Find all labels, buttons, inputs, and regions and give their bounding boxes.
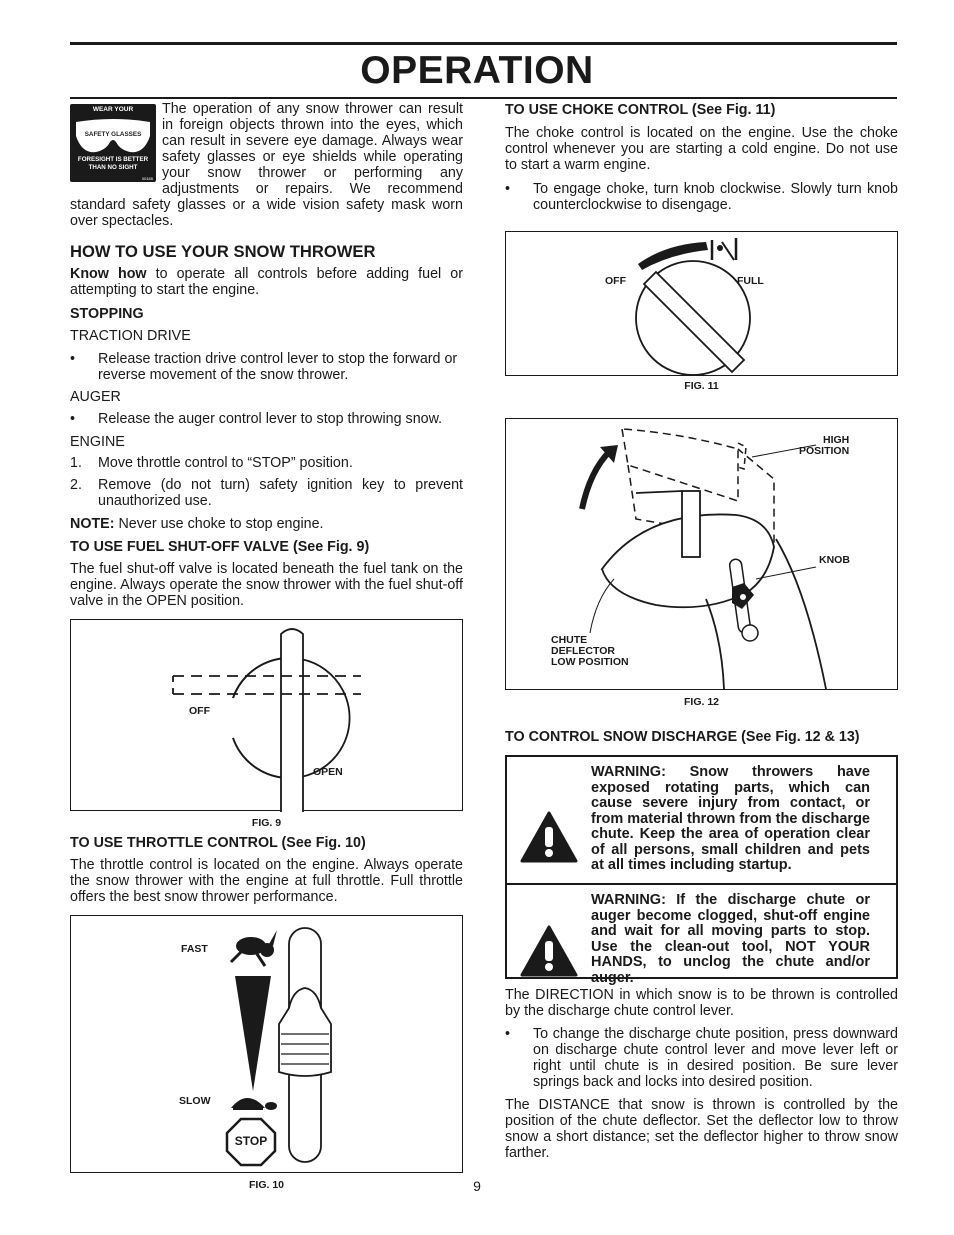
- warning-box: [505, 755, 898, 986]
- fig12-chute-label: CHUTE: [551, 634, 588, 646]
- note-text: [70, 516, 463, 532]
- warning-clogged-chute: [507, 883, 896, 986]
- direction-bullet: • To change the discharge chute position, press downward on discharge chute control lever and move lever left or right until chute is in desired position. Be sure lever springs back and locks into desired position.: [505, 1026, 898, 1090]
- fig12-low-position-label: LOW POSITION: [551, 656, 629, 668]
- fig9-open-label: OPEN: [313, 766, 343, 778]
- throttle-text: The throttle control is located on the engine. Always operate the snow thrower with the engine at full throttle. Full throttle offers the best snow thrower performance.: [70, 857, 463, 905]
- fig11-off-label: OFF: [605, 275, 626, 287]
- turtle-icon: [231, 1098, 277, 1110]
- safety-icon-text: WEAR YOUR: [92, 106, 134, 113]
- fig12-caption: FIG. 12: [683, 696, 719, 708]
- fig12-position-label: POSITION: [799, 445, 850, 457]
- stopping-heading: STOPPING: [70, 306, 144, 322]
- choke-text: The choke control is located on the engine. Use the choke control whenever you are starting a cold engine. Do not use to start a warm engine.: [505, 125, 898, 173]
- fig12-knob-label: KNOB: [819, 554, 850, 566]
- warning-rotating-parts: [507, 757, 896, 883]
- choke-bullet-text: To engage choke, turn knob clockwise. Slowly turn knob counterclockwise to disengage.: [533, 181, 898, 213]
- safety-intro-text: The operation of any snow thrower can result in foreign objects thrown into the eyes, which can result in severe eye damage. Always wear safety glasses or eye shields while operating your snow thrower or performing any adjustments or repairs. We recommend standard safety glasses or a wide vision safety mask worn over spectacles.: [70, 101, 463, 229]
- engine-step-2: [70, 477, 463, 509]
- safety-icon-text: SAFETY GLASSES: [84, 131, 142, 138]
- step-number: 1.: [70, 455, 82, 471]
- title-rule: [70, 97, 897, 99]
- know-how-bold: Know how: [70, 266, 147, 282]
- warning-triangle-icon: [520, 811, 578, 863]
- fig-10-throttle: [70, 915, 463, 1173]
- fig9-caption: FIG. 9: [251, 817, 282, 829]
- warning-2-text: WARNING: If the discharge chute or auger become clogged, shut-off engine and wait for all moving parts to stop. Use the clean-out tool, NOT YOUR HANDS, to unclog the chute and/or auger.: [591, 892, 870, 986]
- engine-heading: ENGINE: [70, 434, 125, 450]
- direction-bullet-text: To change the discharge chute position, press downward on discharge chute control lever and move lever left or right until chute is in desired position. Be sure lever springs back and locks into desired position.: [533, 1026, 898, 1090]
- traction-bullet: • Release traction drive control lever to stop the forward or reverse movement of the snow thrower.: [70, 351, 458, 383]
- note-bold: NOTE:: [70, 516, 115, 532]
- throttle-heading: TO USE THROTTLE CONTROL (See Fig. 10): [70, 835, 366, 851]
- know-how-rest: to operate all controls before adding fuel or attempting to start the engine.: [70, 266, 463, 298]
- fuel-valve-drawing: [71, 620, 464, 812]
- fig-11-choke: [505, 231, 898, 376]
- choke-bullet: • To engage choke, turn knob clockwise. Slowly turn knob counterclockwise to disengage.: [505, 181, 898, 213]
- fig12-deflector-label: DEFLECTOR: [551, 645, 615, 657]
- engine-step-2-text: Remove (do not turn) safety ignition key to prevent unauthorized use.: [98, 477, 463, 509]
- page-title: OPERATION: [360, 49, 594, 92]
- fig10-caption: FIG. 10: [248, 1179, 284, 1191]
- rabbit-icon: [231, 930, 277, 966]
- distance-text: The DISTANCE that snow is thrown is controlled by the position of the chute deflector. Set the deflector low to throw snow a short distance; set the deflector higher to throw snow farther.: [505, 1097, 898, 1161]
- top-rule: [70, 42, 897, 45]
- right-column: [505, 100, 898, 1161]
- fig-9-valve: [70, 619, 463, 811]
- direction-text: The DIRECTION in which snow is to be thrown is controlled by the discharge chute control lever.: [505, 987, 898, 1019]
- fuel-text: The fuel shut-off valve is located beneath the fuel tank on the engine. Always operate the snow thrower with the fuel shut-off valve in the OPEN position.: [70, 561, 463, 609]
- safety-intro: [70, 100, 463, 229]
- engine-step-1-text: Move throttle control to “STOP” position.: [98, 455, 353, 471]
- traction-heading: TRACTION DRIVE: [70, 328, 191, 344]
- fig11-full-label: FULL: [737, 275, 764, 287]
- auger-bullet-text: Release the auger control lever to stop throwing snow.: [98, 411, 443, 427]
- fig10-fast-label: FAST: [181, 943, 208, 955]
- fig10-slow-label: SLOW: [179, 1095, 211, 1107]
- safety-glasses-icon: [70, 104, 156, 182]
- engine-step-1: [70, 455, 463, 471]
- safety-icon-text: FORESIGHT IS BETTER: [77, 156, 149, 163]
- note-rest: Never use choke to stop engine.: [114, 516, 324, 532]
- warning-1-text: WARNING: Snow throwers have exposed rotating parts, which can cause severe injury from contact, or from material thrown from the discharge chute. Keep the area of operation clear of all persons, small children and pets at all times including startup.: [591, 764, 870, 873]
- choke-heading: TO USE CHOKE CONTROL (See Fig. 11): [505, 102, 776, 118]
- traction-bullet-text: Release traction drive control lever to stop the forward or reverse movement of the snow thrower.: [98, 351, 458, 383]
- fig-12-chute: [505, 418, 898, 690]
- fig12-high-label: HIGH: [823, 434, 850, 446]
- fuel-heading: TO USE FUEL SHUT-OFF VALVE (See Fig. 9): [70, 539, 370, 555]
- page-number: 9: [473, 1178, 481, 1194]
- auger-heading: AUGER: [70, 389, 121, 405]
- how-to-heading: HOW TO USE YOUR SNOW THROWER: [70, 242, 376, 261]
- fig9-off-label: OFF: [189, 705, 210, 717]
- auger-bullet: • Release the auger control lever to stop throwing snow.: [70, 411, 443, 427]
- step-number: 2.: [70, 477, 82, 493]
- fig11-caption: FIG. 11: [684, 380, 719, 392]
- safety-icon-text: THAN NO SIGHT: [88, 164, 138, 171]
- safety-icon-code: 00185: [141, 176, 153, 181]
- choke-knob-drawing: [506, 232, 899, 377]
- warning-triangle-icon: [520, 925, 578, 977]
- discharge-heading: TO CONTROL SNOW DISCHARGE (See Fig. 12 & 13): [505, 729, 860, 745]
- know-how-text: [70, 266, 463, 298]
- stop-sign-label: STOP: [234, 1134, 268, 1148]
- left-column: [70, 100, 463, 1191]
